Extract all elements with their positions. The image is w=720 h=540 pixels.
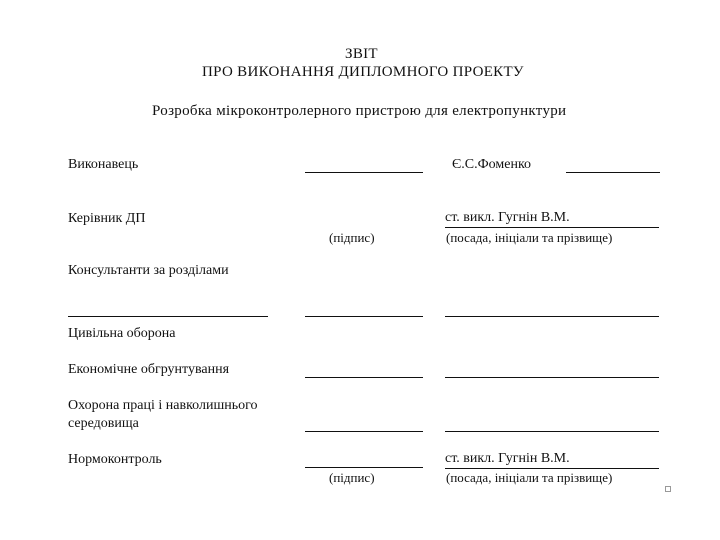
labor-protection-label-cont: середовища	[68, 416, 139, 431]
supervisor-position-caption: (посада, ініціали та прізвище)	[446, 230, 613, 245]
supervisor-label: Керівник ДП	[68, 211, 146, 226]
executor-name: Є.С.Фоменко	[452, 157, 532, 172]
consultant-signature-line	[305, 316, 423, 317]
report-subtitle: ПРО ВИКОНАННЯ ДИПЛОМНОГО ПРОЕКТУ	[202, 64, 524, 80]
economics-label: Економічне обгрунтування	[68, 362, 230, 377]
labor-protection-label: Охорона праці і навколишнього	[68, 398, 258, 413]
executor-extra-line	[566, 172, 660, 173]
executor-label: Виконавець	[68, 157, 139, 172]
consultant-name-line	[445, 316, 659, 317]
executor-signature-line	[305, 172, 423, 173]
norm-control-position-caption: (посада, ініціали та прізвище)	[446, 470, 613, 485]
norm-control-signature-line	[305, 467, 423, 468]
consultant-section-line	[68, 316, 268, 317]
civil-defense-label: Цивільна оборона	[68, 326, 176, 341]
labor-protection-name-line	[445, 431, 659, 432]
economics-name-line	[445, 377, 659, 378]
economics-signature-line	[305, 377, 423, 378]
consultants-label: Консультанти за розділами	[68, 263, 229, 278]
supervisor-position-name: ст. викл. Гугнін В.М.	[445, 210, 659, 228]
supervisor-signature-caption: (підпис)	[329, 230, 375, 245]
corner-marker	[665, 486, 671, 492]
project-topic: Розробка мікроконтролерного пристрою для електропунктури	[152, 103, 567, 119]
labor-protection-signature-line	[305, 431, 423, 432]
report-title: ЗВІТ	[345, 46, 378, 62]
norm-control-label: Нормоконтроль	[68, 452, 162, 467]
norm-control-signature-caption: (підпис)	[329, 470, 375, 485]
norm-control-position-name: ст. викл. Гугнін В.М.	[445, 451, 659, 469]
